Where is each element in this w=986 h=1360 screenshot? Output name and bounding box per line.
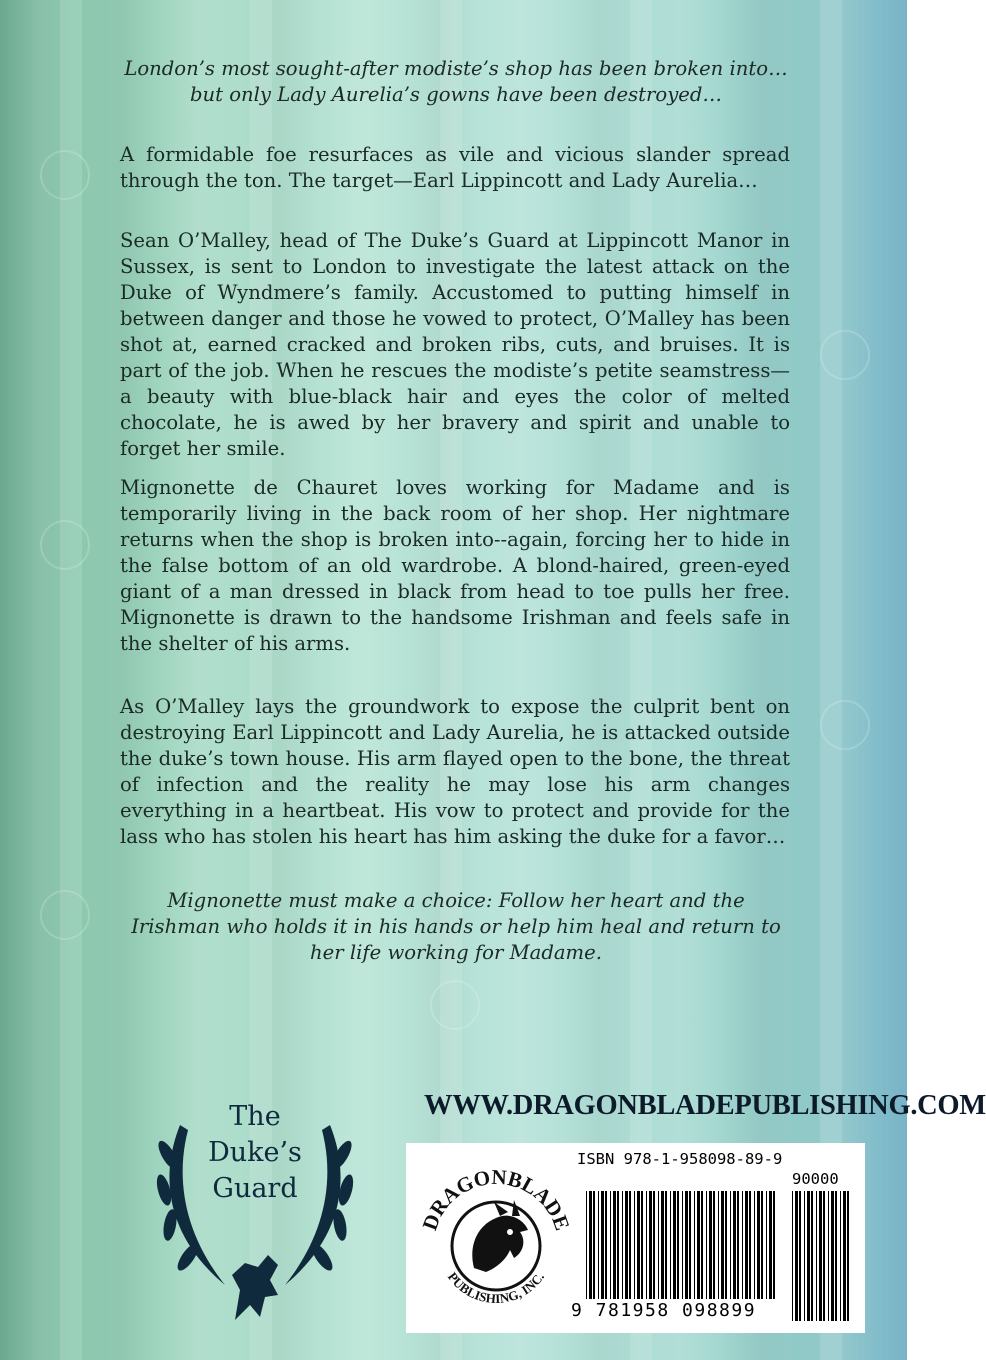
barcode-bar [658,1191,659,1299]
wallpaper-stripe [60,0,82,1360]
series-logo-line: Guard [212,1173,298,1204]
barcode-bar [617,1191,619,1299]
barcode-bar [637,1191,640,1299]
publisher-subtitle: PUBLISHING, INC. [444,1269,548,1307]
barcode-bar [694,1191,695,1299]
barcode-bar [706,1191,707,1299]
publisher-website: WWW.DRAGONBLADEPUBLISHING.COM [424,1090,986,1121]
barcode-bar [804,1191,805,1321]
barcode-bar [843,1191,846,1321]
barcode-bar [792,1191,793,1321]
dragon-head-icon [472,1200,528,1272]
barcode-bar [593,1191,595,1299]
barcode-bar [625,1191,628,1299]
barcode-bar [828,1191,829,1321]
barcode-bar [721,1191,724,1299]
blurb-paragraph: Mignonette de Chauret loves working for Madame and is temporarily living in the back room of her shop. Her nightmare returns when the shop is broken into--again, forcing her to hide in the false bottom of an old wardrobe. A blond-haired, green-eyed giant of a man dressed in black from head to toe pulls her free. Mignonette is drawn to the handsome Irishman and feels safe in the shelter of his arms. [120,476,790,655]
ean-digits: 9 781958 098899 [571,1300,757,1321]
barcode-bar [713,1191,715,1299]
isbn-label: ISBN 978-1-958098-89-9 [577,1150,783,1168]
barcode-bar [823,1191,825,1321]
barcode-bar [653,1191,655,1299]
barcode-bar [589,1191,592,1299]
barcode-bar [795,1191,798,1321]
barcode-bar [598,1191,599,1299]
series-logo-line: Duke’s [208,1137,302,1168]
publisher-name: DRAGONBLADE [417,1164,575,1234]
barcode-bar [701,1191,703,1299]
tagline: London’s most sought-after modiste’s shop has been broken into… but only Lady Aurelia’s gowns have been destroyed… [124,57,788,106]
barcode-bar [840,1191,841,1321]
ean-barcode [586,1191,776,1299]
barcode-bar [807,1191,810,1321]
barcode-bar [685,1191,688,1299]
barcode-bar [634,1191,635,1299]
barcode-bar [816,1191,817,1321]
barcode-bar [761,1191,763,1299]
barcode-bar [613,1191,616,1299]
damask-ornament [430,980,480,1030]
barcode-bar [737,1191,739,1299]
barcode-bar [673,1191,676,1299]
barcode-bar [757,1191,760,1299]
barcode-bar [799,1191,801,1321]
barcode-bar [811,1191,813,1321]
barcode-bar [605,1191,607,1299]
publisher-logo [416,1150,576,1326]
damask-ornament [40,150,90,200]
barcode-bar [677,1191,679,1299]
addon-barcode [792,1191,850,1321]
barcode-bar [601,1191,604,1299]
blurb-paragraph: A formidable foe resurfaces as vile and vicious slander spread through the ton. The target—Earl Lippincott and Lady Aurelia… [120,143,790,192]
barcode-bar [586,1191,587,1299]
barcode-bar [661,1191,664,1299]
barcode-bar [629,1191,631,1299]
barcode-bar [646,1191,647,1299]
barcode-bar [725,1191,727,1299]
barcode-bar [641,1191,643,1299]
barcode-bar [697,1191,700,1299]
damask-ornament [820,700,870,750]
barcode-bar [682,1191,683,1299]
series-logo [140,1085,370,1325]
damask-ornament [820,330,870,380]
barcode-bar [835,1191,837,1321]
barcode-bar [831,1191,834,1321]
barcode-bar [766,1191,767,1299]
barcode-bar [718,1191,719,1299]
barcode-bar [670,1191,671,1299]
closing-teaser: Mignonette must make a choice: Follow her heart and the Irishman who holds it in his hands or help him heal and return to her life working for Madame. [131,889,781,964]
barcode-bar [745,1191,748,1299]
barcode-bar [730,1191,731,1299]
price-code: 90000 [792,1170,839,1188]
barcode-bar [709,1191,712,1299]
barcode-bar [773,1191,775,1299]
series-logo-line: The [229,1101,281,1132]
barcode-bar [622,1191,623,1299]
barcode-bar [754,1191,755,1299]
barcode-bar [819,1191,822,1321]
barcode-bar [665,1191,667,1299]
barcode-bar [733,1191,736,1299]
blurb-paragraph: Sean O’Malley, head of The Duke’s Guard at Lippincott Manor in Sussex, is sent to London to investigate the latest attack on the Duke of Wyndmere’s family. Accustomed to putting himself in between danger and those he vowed to protect, O’Malley has been shot at, earned cracked and broken ribs, cuts, and bruises. It is part of the job. When he rescues the modiste’s petite seamstress—a beauty with blue-black hair and eyes the color of melted chocolate, he is awed by her bravery and spirit and unable to forget her smile. [120,229,790,460]
barcode-bar [649,1191,652,1299]
barcode-bar [742,1191,743,1299]
barcode-bar [749,1191,751,1299]
barcode-bar [689,1191,691,1299]
barcode-bar [847,1191,849,1321]
barcode-bar [610,1191,611,1299]
barcode-bar [769,1191,772,1299]
blurb-paragraph: As O’Malley lays the groundwork to expose the culprit bent on destroying Earl Lippincott and Lady Aurelia, he is attacked outside the duke’s town house. His arm flayed open to the bone, the threat of infection and the reality he may lose his arm changes everything in a heartbeat. His vow to protect and provide for the lass who has stolen his heart has him asking the duke for a favor… [120,695,790,848]
damask-ornament [40,890,90,940]
damask-ornament [40,520,90,570]
